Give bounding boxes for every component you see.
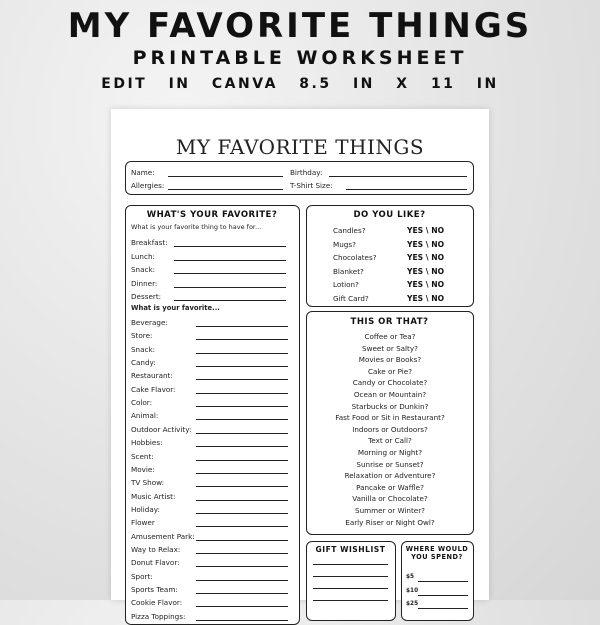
like-item-label: Lotion? — [333, 280, 359, 289]
yes-no-answer[interactable]: YES \ NO — [407, 239, 445, 249]
this-or-that-question[interactable]: Pancake or Waffle? — [356, 482, 424, 492]
banner-subtitle: PRINTABLE WORKSHEET — [132, 47, 468, 69]
meal-line[interactable] — [174, 300, 286, 301]
info-box — [125, 161, 474, 195]
favorite-item-line[interactable] — [196, 339, 288, 340]
favorite-item-line[interactable] — [196, 606, 288, 607]
favorite-item-label: Pizza Toppings: — [131, 611, 186, 621]
favorite-item-label: Movie: — [131, 464, 155, 474]
this-or-that-question[interactable]: Summer or Winter? — [355, 506, 425, 515]
like-item-label: Candles? — [333, 226, 366, 235]
favorite-item-label: Cake Flavor: — [131, 384, 176, 394]
this-or-that-question[interactable]: Sweet or Salty? — [362, 343, 418, 353]
favorite-item-line[interactable] — [196, 366, 288, 367]
this-or-that-question[interactable]: Early Riser or Night Owl? — [345, 517, 435, 527]
favorite-item-label: Way to Relax: — [131, 544, 181, 554]
favorite-item-line[interactable] — [196, 620, 288, 621]
spend-amount-label: $25 — [406, 601, 419, 607]
favorite-item-line[interactable] — [196, 446, 288, 447]
favorite-item-label: Hobbies: — [131, 438, 163, 448]
favorite-item-line[interactable] — [196, 326, 288, 327]
favorite-item-label: Sports Team: — [131, 585, 178, 594]
tshirt-label: T-Shirt Size: — [290, 181, 333, 190]
favorite-item-line[interactable] — [196, 593, 288, 594]
favorite-prompt: What is your favorite thing to have for... — [131, 223, 262, 231]
meal-label: Lunch: — [131, 251, 155, 261]
favorite-item-label: Color: — [131, 398, 153, 408]
like-item-label: Blanket? — [333, 266, 364, 276]
spend-line[interactable] — [418, 581, 468, 582]
meal-label: Dessert: — [131, 292, 162, 301]
spend-box — [401, 541, 474, 621]
like-box — [306, 205, 474, 307]
favorite-item-line[interactable] — [196, 500, 288, 501]
birthday-label: Birthday: — [290, 168, 323, 177]
name-line[interactable] — [168, 176, 283, 177]
spend-heading-1: WHERE WOULD — [405, 545, 469, 553]
favorite-item-line[interactable] — [196, 473, 288, 474]
like-item-label: Mugs? — [333, 239, 356, 249]
spend-amount-label: $10 — [406, 587, 419, 594]
allergies-label: Allergies: — [131, 181, 165, 190]
favorite-item-label: Animal: — [131, 411, 159, 421]
allergies-line[interactable] — [168, 189, 283, 190]
gift-line[interactable] — [313, 576, 388, 577]
favorite-item-label: Outdoor Activity: — [131, 424, 192, 434]
favorite-item-line[interactable] — [196, 486, 288, 487]
favorite-item-line[interactable] — [196, 419, 288, 420]
meal-label: Breakfast: — [131, 238, 168, 247]
worksheet-title: MY FAVORITE THINGS — [175, 135, 425, 159]
this-or-that-question[interactable]: Starbucks or Dunkin? — [351, 401, 429, 411]
favorite-item-line[interactable] — [196, 540, 288, 541]
this-or-that-question[interactable]: Fast Food or Sit in Restaurant? — [335, 413, 445, 423]
favorite-item-line[interactable] — [196, 433, 288, 434]
gift-wishlist-box — [306, 541, 396, 621]
yes-no-answer[interactable]: YES \ NO — [407, 266, 445, 276]
this-or-that-question[interactable]: Vanilla or Chocolate? — [352, 494, 428, 504]
yes-no-answer[interactable]: YES \ NO — [407, 280, 445, 289]
yes-no-answer[interactable]: YES \ NO — [407, 293, 445, 303]
favorite-box — [125, 205, 300, 625]
favorite-item-line[interactable] — [196, 460, 288, 461]
this-or-that-question[interactable]: Cake or Pie? — [367, 366, 413, 376]
this-or-that-heading: THIS OR THAT? — [350, 317, 429, 327]
this-or-that-question[interactable]: Candy or Chocolate? — [352, 378, 428, 388]
favorite-item-line[interactable] — [196, 553, 288, 554]
banner-title: MY FAVORITE THINGS — [67, 6, 533, 46]
like-item-label: Chocolates? — [333, 253, 377, 262]
spend-line[interactable] — [418, 608, 468, 609]
meal-label: Snack: — [131, 265, 156, 274]
favorite-item-label: Music Artist: — [131, 491, 176, 501]
this-or-that-question[interactable]: Text or Call? — [368, 436, 412, 446]
this-or-that-box — [306, 311, 474, 535]
tshirt-line[interactable] — [346, 189, 467, 190]
favorite-item-line[interactable] — [196, 566, 288, 567]
favorite-item-label: Candy: — [131, 358, 156, 368]
spend-line[interactable] — [418, 595, 468, 596]
favorite-item-line[interactable] — [196, 379, 288, 380]
favorite-item-label: Sport: — [131, 571, 153, 581]
this-or-that-question[interactable]: Relaxation or Adventure? — [344, 471, 436, 481]
favorite-heading: WHAT'S YOUR FAVORITE? — [146, 210, 278, 220]
this-or-that-question[interactable]: Movies or Books? — [358, 355, 422, 365]
gift-line[interactable] — [313, 588, 388, 589]
favorite-item-label: Cookie Flavor: — [131, 598, 183, 608]
favorite-item-line[interactable] — [196, 393, 288, 394]
favorite-item-label: Scent: — [131, 451, 154, 461]
meal-line[interactable] — [174, 246, 286, 247]
meal-line[interactable] — [174, 287, 286, 288]
favorite-item-line[interactable] — [196, 513, 288, 514]
favorite-item-label: Donut Flavor: — [131, 558, 180, 568]
favorite-item-line[interactable] — [196, 580, 288, 581]
favorite-item-label: Amusement Park: — [131, 531, 195, 541]
name-label: Name: — [131, 168, 155, 177]
yes-no-answer[interactable]: YES \ NO — [407, 253, 445, 262]
this-or-that-question[interactable]: Coffee or Tea? — [364, 332, 416, 341]
worksheet-page — [111, 109, 489, 621]
favorite-subheading: What is your favorite... — [131, 304, 220, 312]
favorite-item-label: Store: — [131, 331, 153, 341]
favorite-item-label: Holiday: — [131, 504, 160, 514]
favorite-item-label: Restaurant: — [131, 371, 173, 381]
gift-line[interactable] — [313, 600, 388, 601]
gift-heading: GIFT WISHLIST — [315, 545, 386, 554]
banner-details: EDIT IN CANVA 8.5 IN X 11 IN — [101, 76, 499, 92]
favorite-item-label: Flower — [131, 518, 155, 528]
meal-line[interactable] — [174, 273, 286, 274]
yes-no-answer[interactable]: YES \ NO — [407, 226, 445, 235]
gift-line[interactable] — [313, 564, 388, 565]
favorite-item-label: Beverage: — [131, 318, 168, 327]
spend-heading-2: YOU SPEND? — [411, 553, 463, 561]
like-heading: DO YOU LIKE? — [353, 210, 426, 220]
favorite-item-line[interactable] — [196, 406, 288, 407]
like-item-label: Gift Card? — [333, 293, 369, 303]
spend-amount-label: $5 — [406, 574, 415, 580]
birthday-line[interactable] — [329, 176, 467, 177]
meal-line[interactable] — [174, 260, 286, 261]
this-or-that-question[interactable]: Indoors or Outdoors? — [352, 424, 428, 434]
favorite-item-line[interactable] — [196, 353, 288, 354]
this-or-that-question[interactable]: Sunrise or Sunset? — [356, 459, 424, 469]
meal-label: Dinner: — [131, 278, 158, 288]
favorite-item-label: Snack: — [131, 344, 156, 354]
favorite-item-line[interactable] — [196, 526, 288, 527]
this-or-that-question[interactable]: Ocean or Mountain? — [353, 390, 427, 399]
this-or-that-question[interactable]: Morning or Night? — [357, 448, 423, 457]
favorite-item-label: TV Show: — [131, 478, 165, 488]
promo-banner — [0, 0, 600, 100]
